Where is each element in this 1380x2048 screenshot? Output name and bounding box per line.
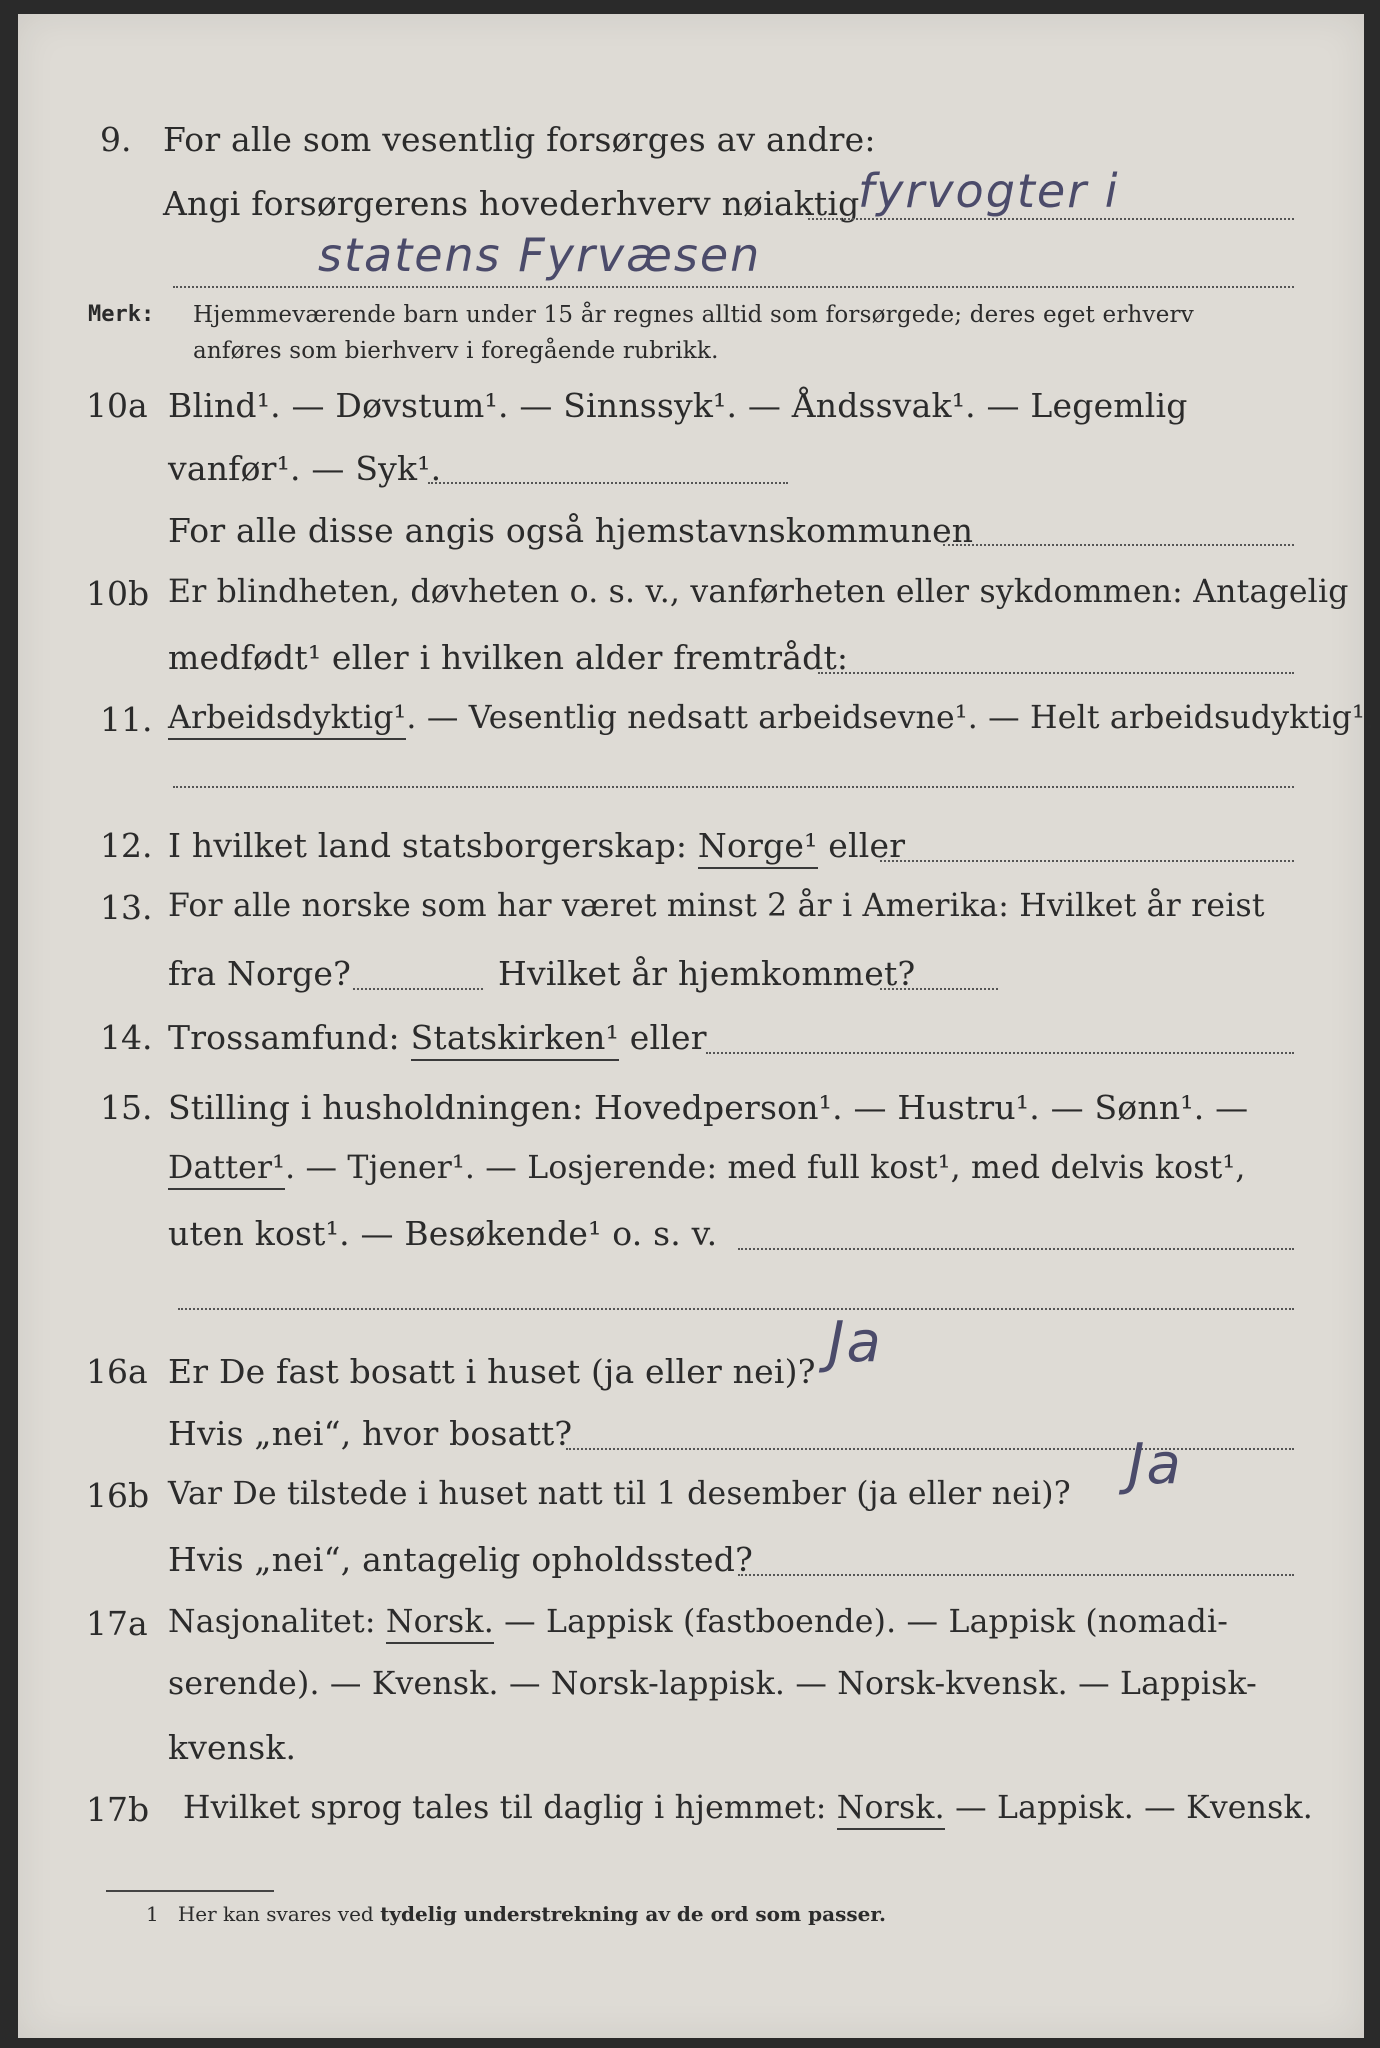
- merk-line2: anføres som bierhverv i foregående rubrikk.: [193, 338, 719, 364]
- q17a-pre: Nasjonalitet:: [168, 1604, 376, 1640]
- q16b-handwritten-answer: Ja: [1128, 1432, 1183, 1497]
- q12-line: [168, 826, 905, 865]
- q10b-answer-line[interactable]: [818, 672, 1294, 674]
- q17a-option-norsk[interactable]: Norsk.: [386, 1604, 494, 1644]
- q13-year-left-line[interactable]: [353, 988, 483, 990]
- q10a-line3: For alle disse angis også hjemstavnskommunen: [168, 511, 974, 550]
- q12-post: eller: [828, 826, 906, 865]
- q13-line2a: fra Norge?: [168, 954, 352, 993]
- footnote-rule: [106, 1890, 274, 1892]
- q9-line1: For alle som vesentlig forsørges av andre:: [163, 120, 876, 159]
- q15-option-datter[interactable]: Datter¹: [168, 1150, 285, 1190]
- q12-pre: I hvilket land statsborgerskap:: [168, 826, 688, 865]
- footnote-pre: Her kan svares ved: [177, 1902, 374, 1926]
- footnote-mark: 1: [146, 1902, 159, 1926]
- q14-number: 14.: [100, 1018, 153, 1057]
- merk-line1: Hjemmeværende barn under 15 år regnes alltid som forsørgede; deres eget erhverv: [193, 302, 1194, 328]
- q10b-line1: Er blindheten, døvheten o. s. v., vanførheten eller sykdommen: Antagelig: [168, 574, 1349, 610]
- q15-line3: uten kost¹. — Besøkende¹ o. s. v.: [168, 1214, 718, 1253]
- q13-line2b: Hvilket år hjemkommet?: [498, 954, 916, 993]
- q10a-answer-line[interactable]: [428, 482, 788, 484]
- q16b-line1: Var De tilstede i huset natt til 1 desember (ja eller nei)?: [168, 1476, 1071, 1512]
- q10a-hometown-line[interactable]: [943, 544, 1294, 546]
- q11-option-arbeidsdyktig[interactable]: Arbeidsdyktig¹: [168, 700, 406, 740]
- q10a-number: 10a: [86, 386, 148, 425]
- q15-answer-line2[interactable]: [178, 1308, 1294, 1310]
- q11-rest: . — Vesentlig nedsatt arbeidsevne¹. — Helt arbeidsudyktig¹.: [406, 700, 1376, 736]
- q10b-line2: medfødt¹ eller i hvilken alder fremtrådt:: [168, 638, 849, 677]
- q13-line1: For alle norske som har været minst 2 år i Amerika: Hvilket år reist: [168, 888, 1265, 924]
- q14-post: eller: [629, 1018, 707, 1057]
- q17b-line: [183, 1790, 1313, 1826]
- q16a-number: 16a: [86, 1352, 148, 1391]
- q16a-handwritten-answer: Ja: [828, 1310, 883, 1375]
- q9-handwritten-answer1: fyrvogter i: [858, 164, 1120, 218]
- q9-answer-line2[interactable]: [173, 286, 1294, 288]
- q15-number: 15.: [100, 1088, 153, 1127]
- q17a-line2: serende). — Kvensk. — Norsk-lappisk. — Norsk-kvensk. — Lappisk-: [168, 1666, 1258, 1702]
- q9-line2: Angi forsørgerens hovederhverv nøiaktig: [163, 184, 860, 223]
- q9-number: 9.: [100, 120, 132, 159]
- q13-number: 13.: [100, 888, 153, 927]
- q17b-option-norsk[interactable]: Norsk.: [837, 1790, 945, 1830]
- q10a-line1: Blind¹. — Døvstum¹. — Sinnssyk¹. — Åndssvak¹. — Legemlig: [168, 386, 1188, 425]
- q14-pre: Trossamfund:: [168, 1018, 400, 1057]
- q11-number: 11.: [100, 700, 153, 739]
- q13-year-returned-line[interactable]: [880, 988, 998, 990]
- footnote-bold: tydelig understrekning av de ord som passer.: [380, 1902, 886, 1926]
- q15-line2-rest: . — Tjener¹. — Losjerende: med full kost¹, med delvis kost¹,: [285, 1150, 1246, 1186]
- q16b-line2: Hvis „nei“, antagelig opholdssted?: [168, 1540, 753, 1579]
- q10a-line2: vanfør¹. — Syk¹.: [168, 449, 442, 488]
- q14-answer-line[interactable]: [706, 1052, 1294, 1054]
- footnote: [146, 1902, 886, 1926]
- q17b-pre: Hvilket sprog tales til daglig i hjemmet:: [183, 1790, 827, 1826]
- q17b-post: — Lappisk. — Kvensk.: [955, 1790, 1314, 1826]
- q10b-number: 10b: [86, 574, 150, 613]
- q11-line: [168, 700, 1375, 736]
- census-form-page: [18, 14, 1376, 2038]
- q16b-number: 16b: [86, 1476, 150, 1515]
- q15-line1: Stilling i husholdningen: Hovedperson¹. — Hustru¹. — Sønn¹. —: [168, 1088, 1249, 1127]
- q16a-line1: Er De fast bosatt i huset (ja eller nei)?: [168, 1352, 816, 1391]
- q15-answer-line1[interactable]: [738, 1248, 1294, 1250]
- q17b-number: 17b: [86, 1790, 150, 1829]
- q17a-line1-rest: — Lappisk (fastboende). — Lappisk (nomadi-: [504, 1604, 1229, 1640]
- merk-label: Merk:: [88, 302, 155, 327]
- q17a-line1: [168, 1604, 1228, 1640]
- q9-handwritten-answer2: statens Fyrvæsen: [318, 228, 762, 282]
- q16a-residence-line[interactable]: [566, 1448, 1294, 1450]
- q12-answer-line[interactable]: [880, 860, 1294, 862]
- q14-option-statskirken[interactable]: Statskirken¹: [411, 1018, 619, 1061]
- q17a-line3: kvensk.: [168, 1728, 297, 1767]
- q11-answer-line[interactable]: [173, 786, 1294, 788]
- q12-number: 12.: [100, 826, 153, 865]
- q16b-whereabouts-line[interactable]: [738, 1574, 1294, 1576]
- q17a-number: 17a: [86, 1604, 148, 1643]
- q14-line: [168, 1018, 707, 1057]
- q15-line2: [168, 1150, 1246, 1186]
- q9-answer-line1[interactable]: [808, 218, 1294, 220]
- q12-option-norge[interactable]: Norge¹: [698, 826, 818, 869]
- q16a-line2: Hvis „nei“, hvor bosatt?: [168, 1414, 573, 1453]
